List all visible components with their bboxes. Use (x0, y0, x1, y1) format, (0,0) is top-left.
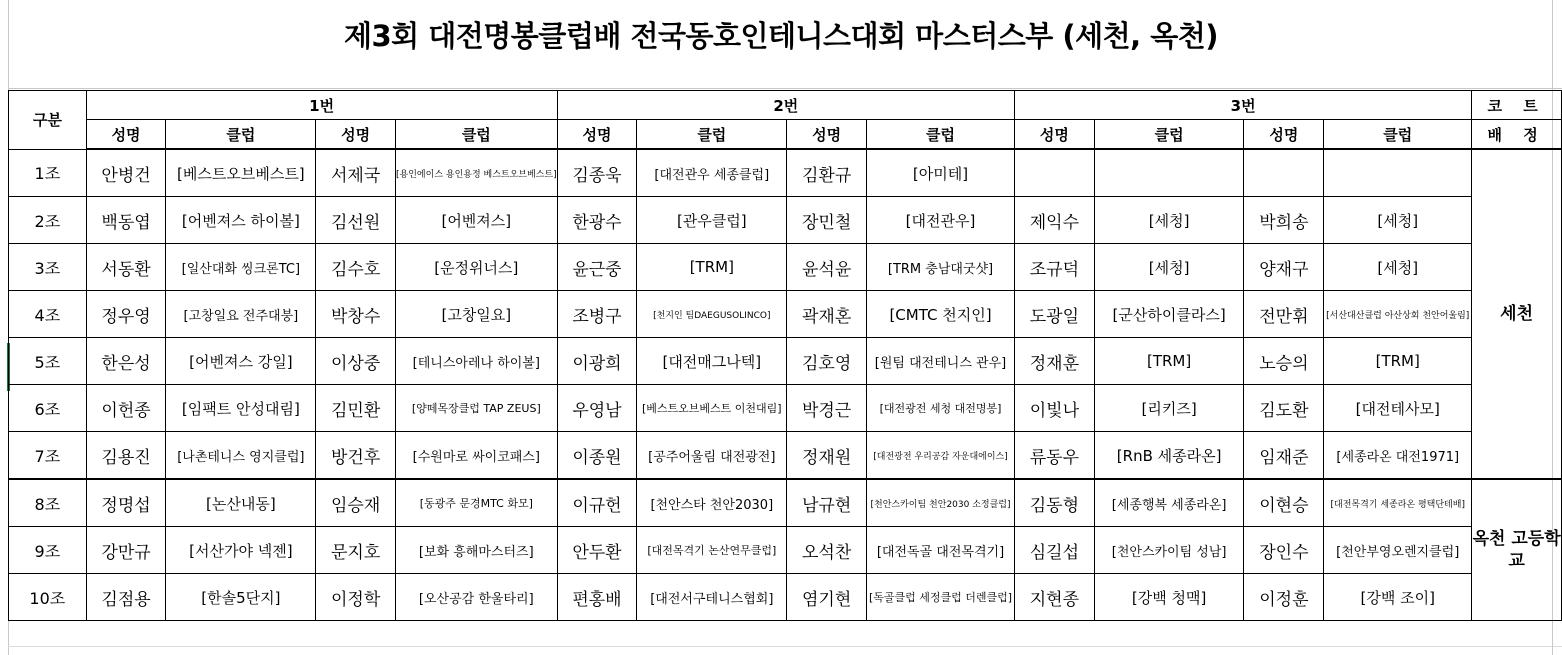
player-name-cell[interactable]: 심길섭 (1015, 527, 1095, 574)
table-row (9, 244, 1562, 291)
club-cell[interactable]: [대전광전 세청 대전명봉] (867, 385, 1015, 432)
player-name-cell[interactable]: 김도환 (1244, 385, 1324, 432)
club-cell[interactable]: [고창일요] (396, 291, 558, 338)
table-row (9, 479, 1562, 527)
club-cell[interactable]: [강백 청맥] (1094, 574, 1244, 621)
player-name-cell[interactable]: 곽재혼 (787, 291, 867, 338)
club-cell[interactable]: [강백 조이] (1324, 574, 1472, 621)
table-row (9, 574, 1562, 621)
table-row (9, 527, 1562, 574)
player-name-cell[interactable]: 정재원 (787, 432, 867, 480)
table-row (9, 149, 1562, 197)
club-cell[interactable]: [세종행복 세종라온] (1094, 479, 1244, 527)
player-name-cell[interactable]: 김수호 (316, 244, 396, 291)
player-name-cell[interactable]: 한광수 (557, 197, 637, 244)
club-cell[interactable]: [용인에이스 용인용정 베스트오브베스트] (396, 149, 558, 197)
club-cell[interactable]: [CMTC 천지인] (867, 291, 1015, 338)
player-name-cell[interactable]: 편홍배 (557, 574, 637, 621)
club-column-header[interactable]: 클럽 (396, 120, 558, 150)
club-column-header[interactable]: 클럽 (867, 120, 1015, 150)
player-name-cell[interactable]: 강만규 (86, 527, 166, 574)
club-column-header[interactable]: 클럽 (1094, 120, 1244, 150)
player-name-cell[interactable]: 안병건 (86, 149, 166, 197)
club-cell[interactable]: [대전테사모] (1324, 385, 1472, 432)
club-cell[interactable]: [오산공감 한울타리] (396, 574, 558, 621)
club-cell[interactable] (1094, 149, 1244, 197)
club-cell[interactable]: [세청] (1094, 197, 1244, 244)
club-cell[interactable]: [한솔5단지] (166, 574, 316, 621)
table-row (9, 291, 1562, 338)
player-name-cell[interactable]: 김용진 (86, 432, 166, 480)
player-name-cell[interactable]: 조병구 (557, 291, 637, 338)
group-label[interactable]: 6조 (9, 385, 87, 432)
club-cell[interactable]: [아미테] (867, 149, 1015, 197)
group-label[interactable]: 2조 (9, 197, 87, 244)
club-cell[interactable]: [대전관우 세종클럽] (637, 149, 787, 197)
club-cell[interactable]: [대전매그나텍] (637, 338, 787, 385)
section-header-3[interactable]: 3번 (1015, 91, 1472, 120)
club-cell[interactable]: [서산가야 넥젠] (166, 527, 316, 574)
club-cell[interactable]: [어벤져스 강일] (166, 338, 316, 385)
club-cell[interactable]: [양떼목장클럽 TAP ZEUS] (396, 385, 558, 432)
club-cell[interactable]: [논산내동] (166, 479, 316, 527)
group-label[interactable]: 8조 (9, 479, 87, 527)
page-title: 제3회 대전명봉클럽배 전국동호인테니스대회 마스터스부 (세천, 옥천) (343, 19, 1219, 53)
player-name-cell[interactable]: 김환규 (787, 149, 867, 197)
club-cell[interactable]: [일산대화 씽크론TC] (166, 244, 316, 291)
club-cell[interactable]: [세청] (1324, 244, 1472, 291)
club-cell[interactable]: [천안스타 천안2030] (637, 479, 787, 527)
club-cell[interactable]: [어벤져스] (396, 197, 558, 244)
club-cell[interactable]: [대전서구테니스협회] (637, 574, 787, 621)
player-name-cell[interactable]: 서제국 (316, 149, 396, 197)
player-name-cell[interactable]: 김점용 (86, 574, 166, 621)
club-cell[interactable]: [베스트오브베스트] (166, 149, 316, 197)
club-cell[interactable]: [독골클럽 세정클럽 더렌클럽] (867, 574, 1015, 621)
player-name-cell[interactable]: 이헌종 (86, 385, 166, 432)
table-row (9, 385, 1562, 432)
player-name-cell[interactable]: 이상중 (316, 338, 396, 385)
table-row (9, 197, 1562, 244)
club-cell[interactable]: [군산하이클라스] (1094, 291, 1244, 338)
player-name-cell[interactable]: 윤석윤 (787, 244, 867, 291)
player-name-cell[interactable]: 이종원 (557, 432, 637, 480)
club-cell[interactable]: [대전광전 우리공감 자운대에이스] (867, 432, 1015, 480)
bracket-table (8, 90, 1562, 621)
spreadsheet-gridline (8, 646, 1562, 647)
player-name-cell[interactable] (1015, 149, 1095, 197)
section-header-2[interactable]: 2번 (557, 91, 1014, 120)
club-cell[interactable]: [어벤져스 하이볼] (166, 197, 316, 244)
player-name-cell[interactable] (1244, 149, 1324, 197)
player-name-cell[interactable]: 이현승 (1244, 479, 1324, 527)
player-name-cell[interactable]: 백동엽 (86, 197, 166, 244)
player-name-cell[interactable]: 김동형 (1015, 479, 1095, 527)
club-cell[interactable]: [세종라온 대전1971] (1324, 432, 1472, 480)
club-cell[interactable]: [관우클럽] (637, 197, 787, 244)
club-cell[interactable]: [나촌테니스 영지클럽] (166, 432, 316, 480)
table-row (9, 338, 1562, 385)
club-cell[interactable]: [TRM 충남대굿샷] (867, 244, 1015, 291)
player-name-cell[interactable]: 우영남 (557, 385, 637, 432)
player-name-cell[interactable]: 장민철 (787, 197, 867, 244)
player-name-cell[interactable]: 김종욱 (557, 149, 637, 197)
player-name-cell[interactable]: 조규덕 (1015, 244, 1095, 291)
player-name-cell[interactable]: 오석찬 (787, 527, 867, 574)
club-cell[interactable]: [수원마로 싸이코패스] (396, 432, 558, 480)
header-row-sections (9, 91, 1562, 120)
name-column-header[interactable]: 성명 (86, 120, 166, 150)
player-name-cell[interactable]: 이정훈 (1244, 574, 1324, 621)
player-name-cell[interactable]: 김민환 (316, 385, 396, 432)
player-name-cell[interactable]: 노승의 (1244, 338, 1324, 385)
name-column-header[interactable]: 성명 (557, 120, 637, 150)
player-name-cell[interactable]: 지현종 (1015, 574, 1095, 621)
group-label[interactable]: 3조 (9, 244, 87, 291)
club-cell[interactable]: [세청] (1324, 197, 1472, 244)
player-name-cell[interactable]: 류동우 (1015, 432, 1095, 480)
player-name-cell[interactable]: 김선원 (316, 197, 396, 244)
player-name-cell[interactable]: 이광희 (557, 338, 637, 385)
player-name-cell[interactable]: 정재훈 (1015, 338, 1095, 385)
club-cell[interactable]: [TRM] (1094, 338, 1244, 385)
player-name-cell[interactable]: 제익수 (1015, 197, 1095, 244)
court-header-line1[interactable]: 코 트 (1472, 91, 1562, 120)
club-cell[interactable]: [TRM] (1324, 338, 1472, 385)
group-label[interactable]: 10조 (9, 574, 87, 621)
club-cell[interactable]: [동광주 문경MTC 화모] (396, 479, 558, 527)
club-column-header[interactable]: 클럽 (1324, 120, 1472, 150)
court-assignment-cell[interactable]: 옥천 고등학교 (1472, 479, 1562, 621)
court-header-line2[interactable]: 배 정 (1472, 120, 1562, 150)
club-cell[interactable]: [보화 흥해마스터즈] (396, 527, 558, 574)
club-cell[interactable]: [천지인 팀DAEGUSOLINCO] (637, 291, 787, 338)
table-row (9, 432, 1562, 480)
club-column-header[interactable]: 클럽 (637, 120, 787, 150)
player-name-cell[interactable]: 이규헌 (557, 479, 637, 527)
group-label[interactable]: 4조 (9, 291, 87, 338)
court-assignment-cell[interactable]: 세천 (1472, 149, 1562, 479)
name-column-header[interactable]: 성명 (1015, 120, 1095, 150)
player-name-cell[interactable]: 윤근중 (557, 244, 637, 291)
player-name-cell[interactable]: 임재준 (1244, 432, 1324, 480)
player-name-cell[interactable]: 문지호 (316, 527, 396, 574)
club-column-header[interactable]: 클럽 (166, 120, 316, 150)
club-cell[interactable]: [대전목격기 세종라온 평택단테배] (1324, 479, 1472, 527)
player-name-cell[interactable]: 정명섭 (86, 479, 166, 527)
spreadsheet-gridline (8, 88, 1562, 89)
player-name-cell[interactable]: 김호영 (787, 338, 867, 385)
player-name-cell[interactable]: 임승재 (316, 479, 396, 527)
club-cell[interactable]: [천안부영오렌지클럽] (1324, 527, 1472, 574)
player-name-cell[interactable]: 한은성 (86, 338, 166, 385)
player-name-cell[interactable]: 방건후 (316, 432, 396, 480)
player-name-cell[interactable]: 양재구 (1244, 244, 1324, 291)
club-cell[interactable]: [서산대산클럽 아산상회 천안어울림] (1324, 291, 1472, 338)
player-name-cell[interactable]: 박희송 (1244, 197, 1324, 244)
club-cell[interactable]: [임팩트 안성대림] (166, 385, 316, 432)
club-cell[interactable]: [테니스아레나 하이볼] (396, 338, 558, 385)
club-cell[interactable]: [운정위너스] (396, 244, 558, 291)
club-cell[interactable]: [세청] (1094, 244, 1244, 291)
player-name-cell[interactable]: 장인수 (1244, 527, 1324, 574)
club-cell[interactable] (1324, 149, 1472, 197)
group-header[interactable]: 구분 (9, 91, 87, 150)
club-cell[interactable]: [RnB 세종라온] (1094, 432, 1244, 480)
player-name-cell[interactable]: 전만휘 (1244, 291, 1324, 338)
club-cell[interactable]: [대전목격기 논산연무클럽] (637, 527, 787, 574)
player-name-cell[interactable]: 도광일 (1015, 291, 1095, 338)
group-label[interactable]: 5조 (9, 338, 87, 385)
player-name-cell[interactable]: 남규현 (787, 479, 867, 527)
club-cell[interactable]: [대전독골 대전목격기] (867, 527, 1015, 574)
player-name-cell[interactable]: 정우영 (86, 291, 166, 338)
player-name-cell[interactable]: 이빛나 (1015, 385, 1095, 432)
player-name-cell[interactable]: 박창수 (316, 291, 396, 338)
header-row-columns (9, 120, 1562, 150)
name-column-header[interactable]: 성명 (787, 120, 867, 150)
player-name-cell[interactable]: 박경근 (787, 385, 867, 432)
club-cell[interactable]: [고창일요 전주대붕] (166, 291, 316, 338)
club-cell[interactable]: [원팀 대전테니스 관우] (867, 338, 1015, 385)
club-cell[interactable]: [베스트오브베스트 이천대림] (637, 385, 787, 432)
group-label[interactable]: 1조 (9, 149, 87, 197)
player-name-cell[interactable]: 서동환 (86, 244, 166, 291)
club-cell[interactable]: [천안스카이팀 천안2030 소정클럽] (867, 479, 1015, 527)
player-name-cell[interactable]: 이정학 (316, 574, 396, 621)
player-name-cell[interactable]: 안두환 (557, 527, 637, 574)
section-header-1[interactable]: 1번 (86, 91, 557, 120)
group-label[interactable]: 7조 (9, 432, 87, 480)
club-cell[interactable]: [대전관우] (867, 197, 1015, 244)
player-name-cell[interactable]: 염기현 (787, 574, 867, 621)
club-cell[interactable]: [TRM] (637, 244, 787, 291)
name-column-header[interactable]: 성명 (1244, 120, 1324, 150)
group-label[interactable]: 9조 (9, 527, 87, 574)
club-cell[interactable]: [리키즈] (1094, 385, 1244, 432)
name-column-header[interactable]: 성명 (316, 120, 396, 150)
club-cell[interactable]: [공주어울림 대전광전] (637, 432, 787, 480)
club-cell[interactable]: [천안스카이팀 성남] (1094, 527, 1244, 574)
